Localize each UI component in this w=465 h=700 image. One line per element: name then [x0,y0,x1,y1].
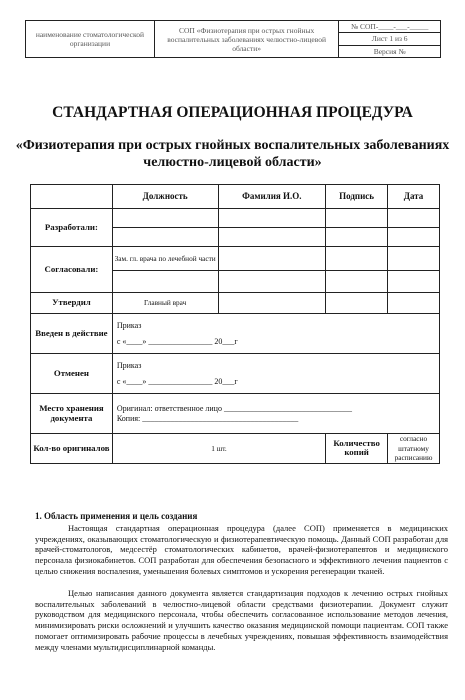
col-header-position: Должность [112,185,218,209]
storage-info [112,394,439,434]
agreed-position: Зам. гл. врача по лечебной части [112,247,218,271]
table-cell [218,228,326,247]
cancelled-order [112,354,439,394]
table-cell [218,293,326,314]
table-cell [218,247,326,271]
storage-copies: Копия: _______________________________________ [116,413,299,423]
order-date: с «____» ________________ 20___г [116,336,238,346]
table-cell [31,185,113,209]
table-cell [326,293,388,314]
table-cell [326,209,388,228]
col-header-signature: Подпись [326,185,388,209]
page-subtitle: «Физиотерапия при острых гнойных воспалительных заболеваниях челюстно-лицевой области» [15,138,450,170]
paragraph: Настоящая стандартная операционная процедура (далее СОП) применяется в медицинских учреждениях, оказывающих стоматологическую и физиотерапевтическую помощь. Данный СОП разработан для врачей-стоматологов, медсестёр стоматологических кабинетов, врачей-физиотерапевтов и медицинского персонала физиокабинетов. СОП разработан для обеспечения безопасного и эффективного лечения пациентов с целью снижения воспаления, уменьшения болевых симптомов и ускорения регенерации тканей. [35,523,448,576]
table-cell [112,271,218,293]
section-heading: 1. Область применения и цель создания [35,511,198,521]
page-title: СТАНДАРТНАЯ ОПЕРАЦИОННАЯ ПРОЦЕДУРА [52,104,413,121]
table-cell [388,209,440,228]
table-cell [112,209,218,228]
row-label-developed: Разработали: [31,209,113,247]
approval-table [30,184,440,464]
originals-count-label: Кол-во оригиналов [31,434,113,464]
col-header-date: Дата [388,185,440,209]
table-cell [388,228,440,247]
order-label: Приказ [116,361,142,370]
table-cell [326,247,388,271]
copies-count-label: Количество копий [326,434,388,464]
table-cell [388,247,440,271]
row-label-cancelled: Отменен [31,354,113,394]
row-label-approved: Утвердил [31,293,113,314]
org-name: наименование стоматологической организации [26,21,155,58]
version-number: Версия № [339,45,441,57]
copies-count: согласно штатному расписанию [388,434,440,464]
table-cell [326,228,388,247]
table-cell [388,271,440,293]
sheet-number: Лист 1 из 6 [339,33,441,45]
approved-position: Главный врач [112,293,218,314]
table-cell [326,271,388,293]
order-date: с «____» ________________ 20___г [116,376,238,386]
document-header [25,20,441,58]
row-label-agreed: Согласовали: [31,247,113,293]
sop-number: № СОП-____-___-_____ [339,21,441,33]
row-label-introduced: Введен в действие [31,314,113,354]
table-cell [218,209,326,228]
sop-title-header: СОП «Физиотерапия при острых гнойных воспалительных заболеваниях челюстно-лицевой области» [154,21,338,58]
introduced-order [112,314,439,354]
table-cell [388,293,440,314]
col-header-name: Фамилия И.О. [218,185,326,209]
order-label: Приказ [116,321,142,330]
table-header-row [31,185,440,209]
table-cell [218,271,326,293]
originals-count: 1 шт. [112,434,325,464]
paragraph: Целью написания данного документа является стандартизация подходов к лечению острых гнойных воспалительных заболеваний в челюстно-лицевой области средствами физиотерапии. Документ служит руководством для медицинского персонала, чтобы обеспечить согласованное использование методов лечения, минимизировать риски осложнений и улучшить качество оказания медицинской помощи пациентам. СОП также помогает оптимизировать рабочие процессы в лечебных учреждениях, повышая эффективность взаимодействия между членами мультидисциплинарной команды. [35,588,448,652]
table-cell [112,228,218,247]
storage-original: Оригинал: ответственное лицо ________________________________ [116,404,352,413]
row-label-storage: Место хранения документа [31,394,113,434]
